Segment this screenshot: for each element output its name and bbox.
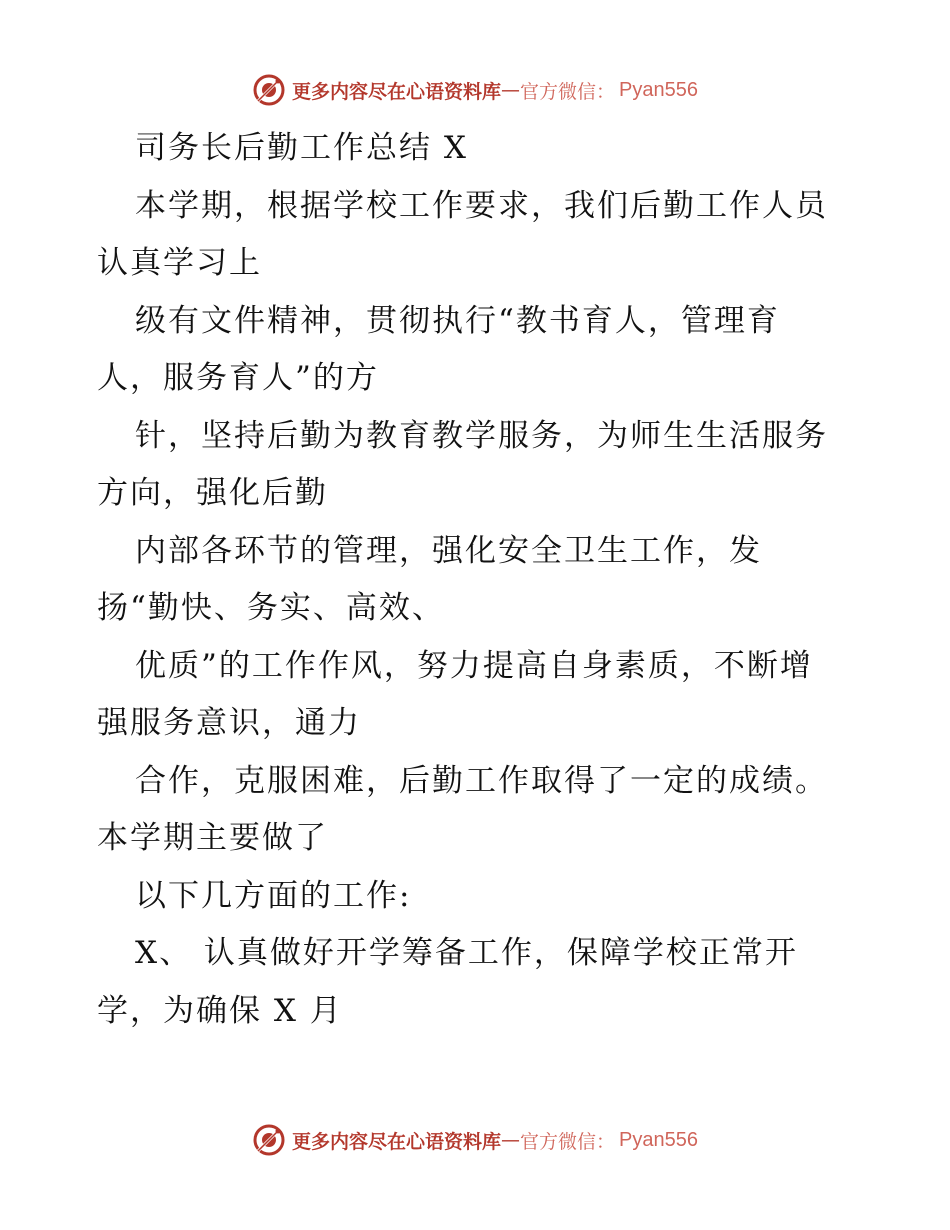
paragraph-line: 本学期主要做了 bbox=[97, 820, 328, 856]
paragraph-line: 方向，强化后勤 bbox=[97, 475, 328, 511]
paragraph-line: 本学期，根据学校工作要求，我们后勤工作人员 bbox=[135, 187, 828, 224]
paragraph-line: 优质”的工作作风，努力提高自身素质，不断增 bbox=[135, 647, 813, 684]
watermark-official-label: 官方微信： bbox=[520, 1130, 616, 1153]
document-title: 司务长后勤工作总结 X bbox=[135, 130, 468, 166]
paragraph-line: 合作，克服困难，后勤工作取得了一定的成绩。 bbox=[135, 762, 828, 799]
footer-watermark bbox=[0, 1120, 950, 1160]
paragraph-line: 针，坚持后勤为教育教学服务，为师生生活服务 bbox=[135, 417, 828, 454]
watermark-separator: — bbox=[501, 79, 521, 101]
watermark-site-text: 更多内容尽在心语资料库 bbox=[292, 80, 502, 103]
watermark-wechat-id: Pyan556 bbox=[619, 1128, 698, 1151]
paragraph-line: 认真学习上 bbox=[97, 245, 262, 281]
paragraph-line: 以下几方面的工作: bbox=[135, 877, 412, 914]
watermark-wechat-id: Pyan556 bbox=[619, 78, 698, 101]
watermark-official-label: 官方微信： bbox=[520, 80, 616, 103]
watermark-separator: — bbox=[501, 1129, 521, 1151]
paragraph-line: 内部各环节的管理，强化安全卫生工作，发 bbox=[135, 532, 762, 569]
paragraph-line: X、 认真做好开学筹备工作，保障学校正常开 bbox=[135, 935, 798, 971]
paragraph-line: 学，为确保 X 月 bbox=[97, 992, 343, 1029]
paragraph-line: 人，服务育人”的方 bbox=[97, 360, 379, 396]
document-body bbox=[97, 120, 857, 1040]
paragraph-line: 级有文件精神，贯彻执行“教书育人，管理育 bbox=[135, 302, 780, 339]
header-watermark bbox=[0, 70, 950, 110]
brand-logo-icon bbox=[252, 1123, 286, 1157]
brand-logo-icon bbox=[252, 73, 286, 107]
paragraph-line: 扬“勤快、务实、高效、 bbox=[97, 590, 445, 626]
paragraph-line: 强服务意识，通力 bbox=[97, 705, 361, 741]
watermark-site-text: 更多内容尽在心语资料库 bbox=[292, 1130, 502, 1153]
